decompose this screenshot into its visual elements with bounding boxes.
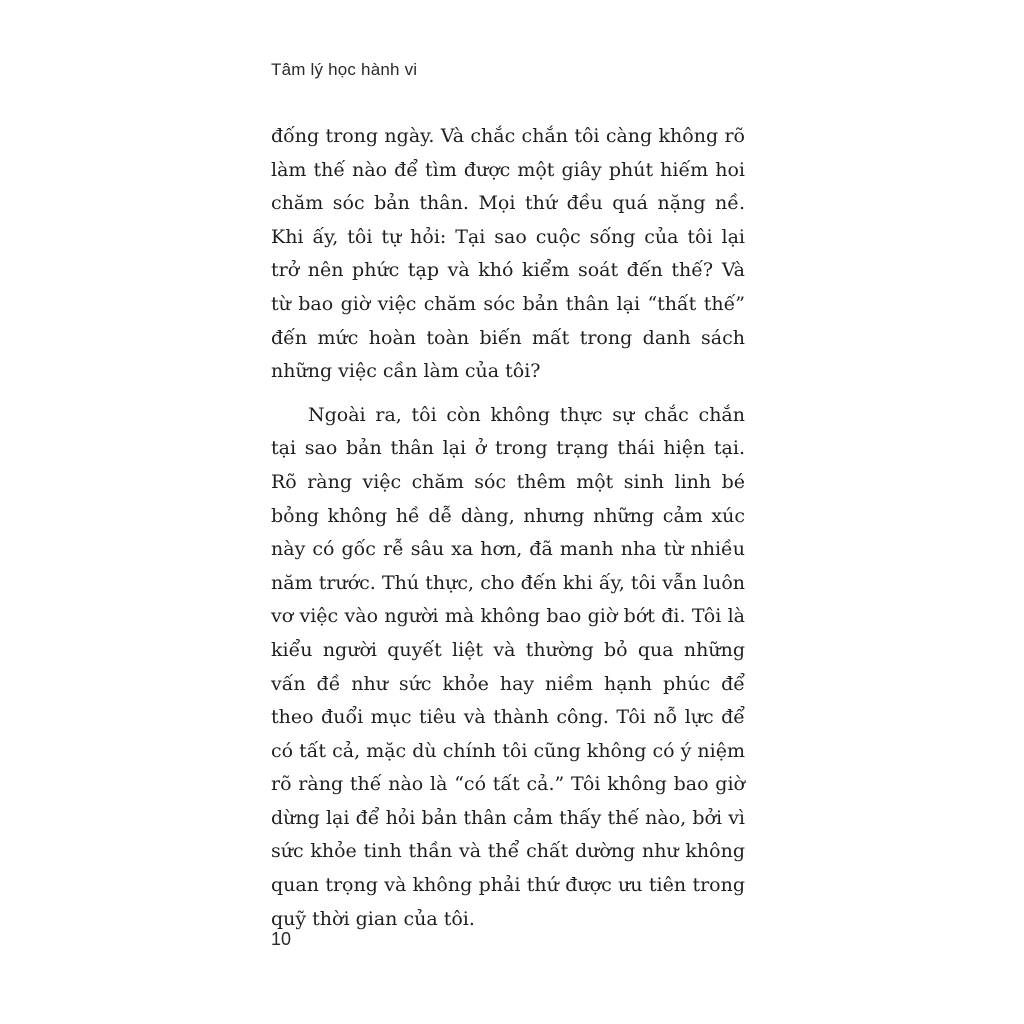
page-number: 10	[271, 929, 292, 949]
paragraph-1: đống trong ngày. Và chắc chắn tôi càng không rõ làm thế nào để tìm được một giây phút hiếm hoi chăm sóc bản thân. Mọi thứ đều quá nặng nề. Khi ấy, tôi tự hỏi: Tại sao cuộc sống của tôi lại trở nên phức tạp và khó kiểm soát đến thế? Và từ bao giờ việc chăm sóc bản thân lại “thất thế” đến mức hoàn toàn biến mất trong danh sách những việc cần làm của tôi?	[271, 125, 745, 383]
body-text	[271, 120, 745, 936]
paragraph-2: Ngoài ra, tôi còn không thực sự chắc chắn tại sao bản thân lại ở trong trạng thái hiện tại. Rõ ràng việc chăm sóc thêm một sinh linh bé bỏng không hề dễ dàng, nhưng những cảm xúc này có gốc rễ sâu xa hơn, đã manh nha từ nhiều năm trước. Thú thực, cho đến khi ấy, tôi vẫn luôn vơ việc vào người mà không bao giờ bớt đi. Tôi là kiểu người quyết liệt và thường bỏ qua những vấn đề như sức khỏe hay niềm hạnh phúc để theo đuổi mục tiêu và thành công. Tôi nỗ lực để có tất cả, mặc dù chính tôi cũng không có ý niệm rõ ràng thế nào là “có tất cả.” Tôi không bao giờ dừng lại để hỏi bản thân cảm thấy thế nào, bởi vì sức khỏe tinh thần và thể chất dường như không quan trọng và không phải thứ được ưu tiên trong quỹ thời gian của tôi.	[271, 403, 745, 930]
running-header-title: Tâm lý học hành vi	[271, 60, 418, 79]
